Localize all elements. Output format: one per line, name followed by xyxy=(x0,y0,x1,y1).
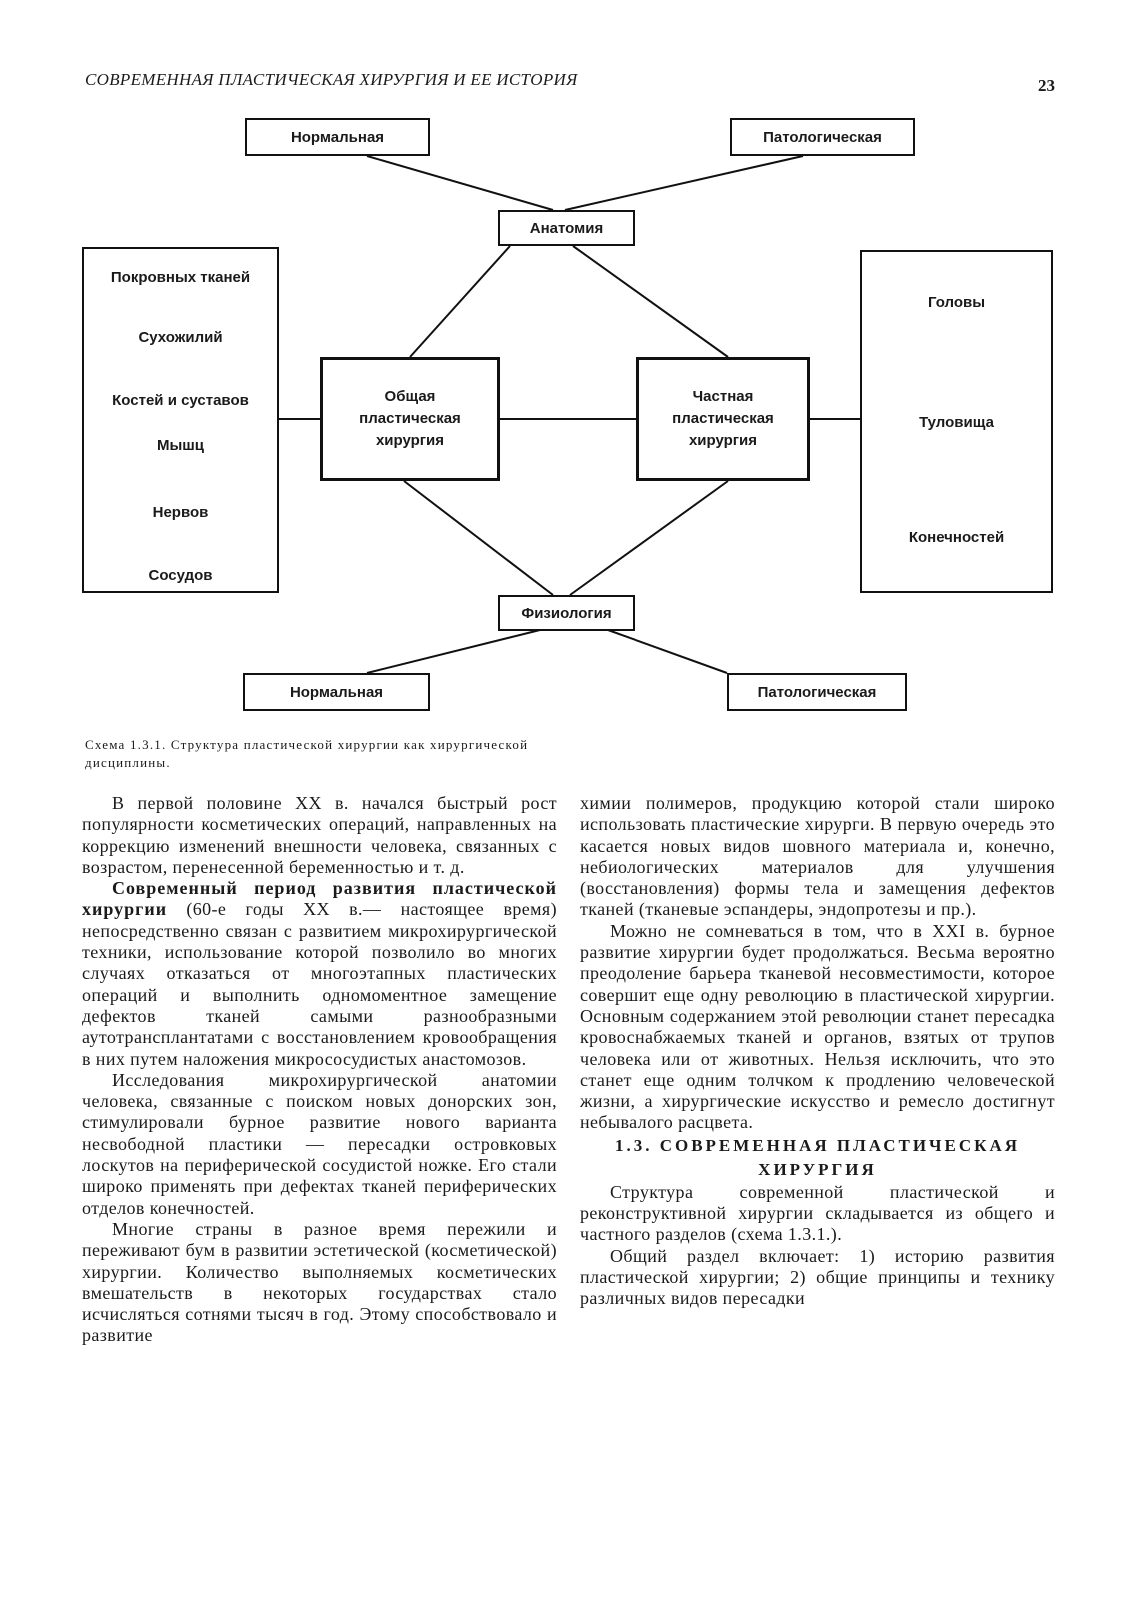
anatomy-box: Анатомия xyxy=(498,210,635,246)
paragraph: Общий раздел включает: 1) историю развития пластической хирургии; 2) общие принципы и технику различных видов пересадки xyxy=(580,1245,1055,1309)
section-heading: 1.3. СОВРЕМЕННАЯ ПЛАСТИЧЕСКАЯ ХИРУРГИЯ xyxy=(614,1135,1021,1179)
paragraph-bold-lead: Современный период развития пластической хирургии xyxy=(82,878,557,920)
special-plastic-surgery-box: Частная пластическая хирургия xyxy=(636,357,810,481)
connector-anatomy-special xyxy=(573,246,728,357)
paragraph xyxy=(82,878,557,1070)
connector-general-physiology xyxy=(404,481,553,595)
connector-top-right xyxy=(565,156,803,210)
right-column xyxy=(580,793,1055,1310)
paragraph: Многие страны в разное время пережили и переживают бум в развитии эстетической (косметической) хирургии. Количество выполняемых косметических вмешательств в некоторых государствах стало исчисляться сотнями тысяч в год. Этому способствовало и развитие xyxy=(82,1218,557,1346)
connector-special-physiology xyxy=(570,481,728,595)
figure-caption: Схема 1.3.1. Структура пластической хирургии как хирургической дисциплины. xyxy=(85,737,529,770)
physiology-box: Физиология xyxy=(498,595,635,631)
paragraph: В первой половине XX в. начался быстрый рост популярности косметических операций, направленных на коррекцию изменений внешности человека, связанных с возрастом, перенесенной беременностью и т. д. xyxy=(82,793,557,877)
connector-anatomy-general xyxy=(410,246,510,357)
connector-bottom-left xyxy=(367,630,540,673)
tissue-item: Костей и суставов xyxy=(112,392,249,409)
tissue-item: Мышц xyxy=(156,437,205,454)
paragraph: Можно не сомневаться в том, что в XXI в. бурное развитие хирургии будет продолжаться. Весьма вероятно преодоление барьера тканевой несовместимости, которое совершит еще одну революцию в пластической хирургии. Основным содержанием этой революции станет пересадка кровоснабжаемых тканей и органов, взятых от трупов человека или от животных. Нельзя исключить, что это станет еще одним толчком к продлению человеческой жизни, а хирургические искусство и ремесло достигнут небывалого расцвета. xyxy=(580,920,1055,1133)
tissue-item: Нервов xyxy=(152,504,209,521)
region-item: Туловища xyxy=(919,414,994,431)
normal-physiology-box: Нормальная xyxy=(243,673,430,711)
paragraph: Структура современной пластической и реконструктивной хирургии складывается из общего и частного разделов (схема 1.3.1.). xyxy=(580,1181,1055,1245)
left-column xyxy=(82,793,557,1347)
tissue-item: Сосудов xyxy=(148,567,213,584)
paragraph: Исследования микрохирургической анатомии человека, связанные с поиском новых донорских зон, стимулировали бурное развитие нового варианта несвободной пластики — пересадки островковых лоскутов на периферической сосудистой ножке. Его стали широко применять при дефектах тканей периферических отделов конечностей. xyxy=(82,1069,557,1218)
region-item: Головы xyxy=(927,294,986,311)
tissue-item: Покровных тканей xyxy=(110,269,251,286)
paragraph-text: (60-е годы XX в.— настоящее время) непосредственно связан с развитием микрохирургической техники, использование которой позволило во многих случаях отказаться от многоэтапных пластических операций и выполнить одномоментное замещение дефектов тканей самыми разнообразными аутотрансплантатами с восстановлением кровообращения в них путем наложения микрососудистых анастомозов. xyxy=(82,899,557,1069)
general-plastic-surgery-box: Общая пластическая хирургия xyxy=(320,357,500,481)
tissues-list-box xyxy=(82,247,279,593)
normal-anatomy-box: Нормальная xyxy=(245,118,430,156)
region-item: Конечностей xyxy=(908,529,1005,546)
pathological-physiology-box: Патологическая xyxy=(727,673,907,711)
tissue-item: Сухожилий xyxy=(138,329,223,346)
pathological-anatomy-box: Патологическая xyxy=(730,118,915,156)
connector-bottom-right xyxy=(608,630,727,673)
paragraph: химии полимеров, продукцию которой стали широко использовать пластические хирурги. В первую очередь это касается новых видов шовного материала и, конечно, небиологических материалов для улучшения (восстановления) формы тела и замещения дефектов тканей (тканевые эспандеры, эндопротезы и пр.). xyxy=(580,793,1055,920)
connector-top-left xyxy=(367,156,553,210)
running-title: СОВРЕМЕННАЯ ПЛАСТИЧЕСКАЯ ХИРУРГИЯ И ЕЕ ИСТОРИЯ xyxy=(85,70,578,89)
body-regions-list-box xyxy=(860,250,1053,593)
page-number: 23 xyxy=(1038,76,1055,95)
